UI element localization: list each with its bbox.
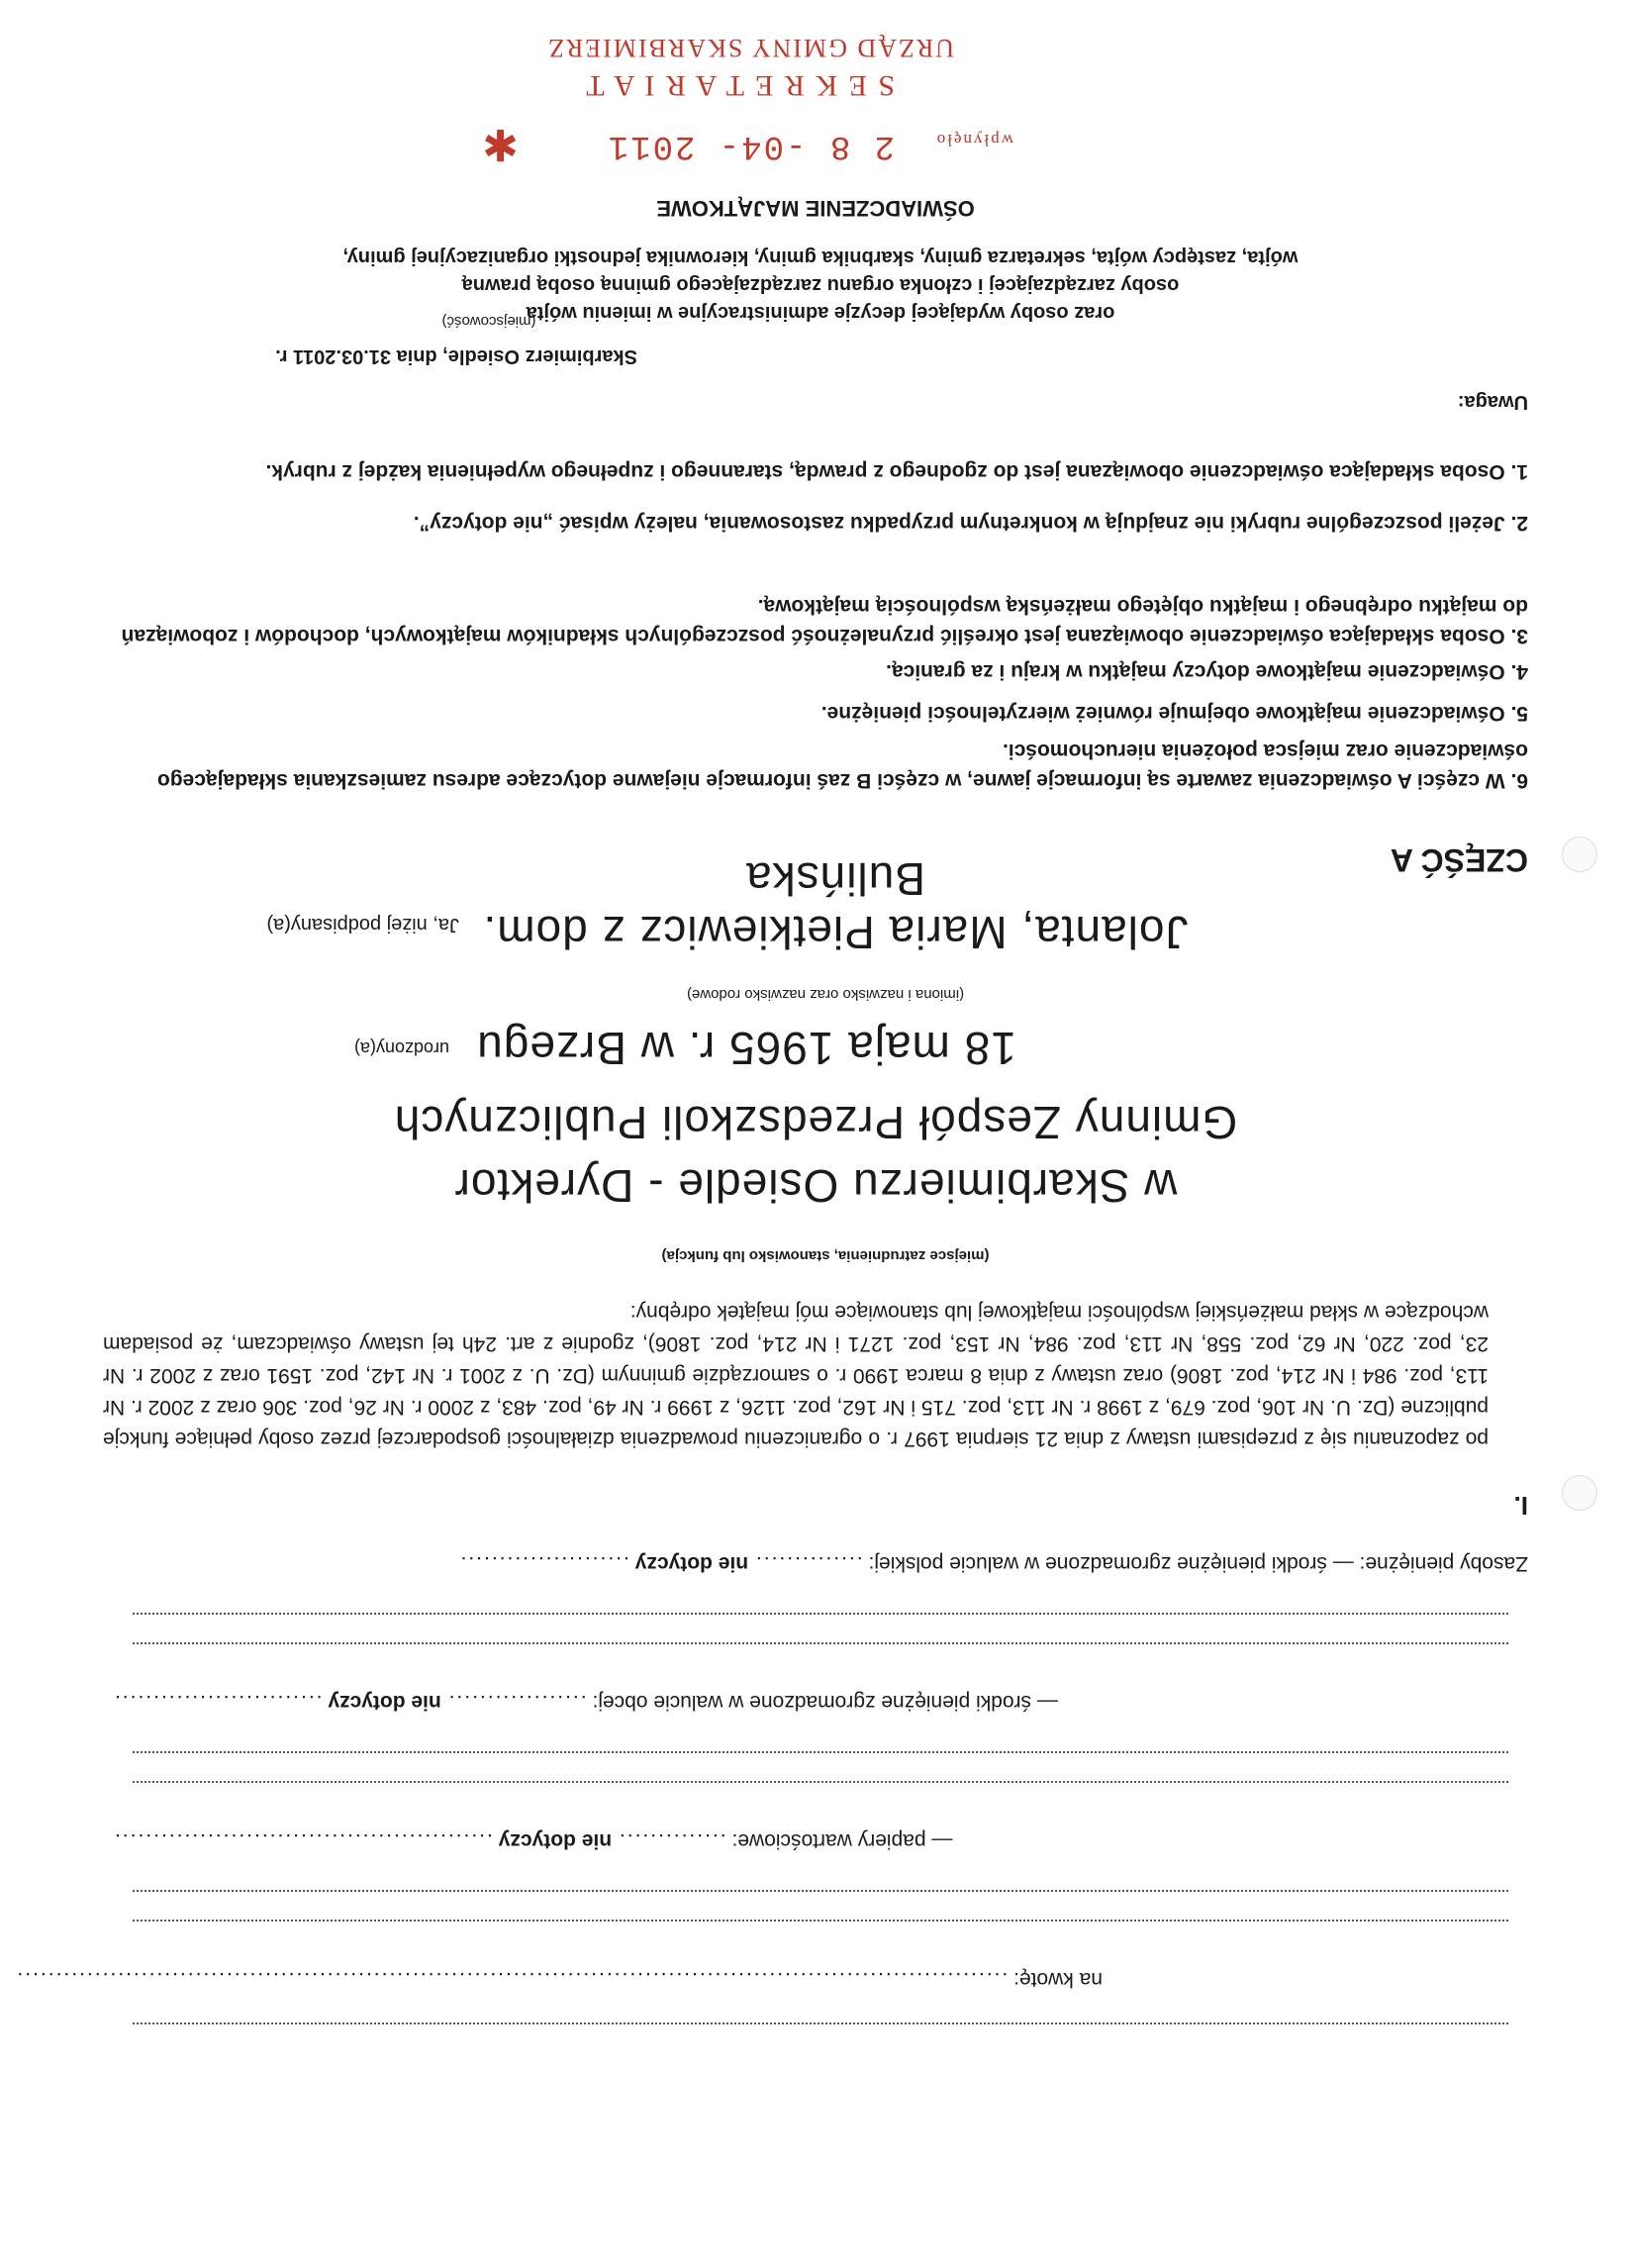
amount-row: na kwotę: ................................................................................................................................ (15, 1968, 1103, 1991)
document-title: OŚWIADCZENIE MAJĄTKOWE (656, 196, 975, 221)
stamp-star-icon: ✱ (480, 120, 519, 168)
binder-hole (1562, 837, 1597, 872)
dotted-line (133, 1920, 1508, 1922)
securities-value: nie dotyczy (498, 1829, 613, 1852)
intro-label: Ja, niżej podpisany(a) (266, 914, 459, 936)
dotted-line (133, 1613, 1508, 1615)
securities-row: — papiery wartościowe: .............. nie dotyczy ................................................. (113, 1829, 953, 1852)
stamp-received-date: 2 8 -04- 2011 (606, 127, 895, 164)
legal-basis-text: po zapoznaniu się z przepisami ustawy z dnia 21 sierpnia 1997 r. o ograniczeniu prowadzenia działalności gospodarczej przez osoby pełniące funkcje publiczne (Dz. U. Nr 106, poz. 679, z 1998 r. Nr 113, poz. 715 i Nr 162, poz. 1126, z 1999 r. Nr 49, poz. 483, z 2000 r. Nr 26, poz. 306 oraz z 2002 r. Nr 113, poz. 984 i Nr 214, poz. 1806) oraz ustawy z dnia 8 marca 1990 r. o samorządzie gminnym (Dz. U. z 2001 r. Nr 142, poz. 1591 oraz z 2002 r. Nr 23, poz. 220, Nr 62, poz. 558, Nr 113, poz. 984, Nr 153, poz. 1271 i Nr 214, poz. 1806), zgodnie z art. 24h tej ustawy oświadczam, że posiadam wchodzące w skład małżeńskiej wspólności majątkowej lub stanowiące mój majątek odrębny: (103, 1301, 1489, 1450)
securities-label: — papiery wartościowe: (731, 1829, 953, 1852)
note-2: 2. Jeżeli poszczególne rubryki nie znajdują w konkretnym przypadku zastosowania, należy wpisać „nie dotyczy”. (413, 512, 1528, 535)
born-value: 18 maja 1965 r. w Brzegu (476, 1023, 1016, 1074)
stamp-received-label: wpłynęło (934, 131, 1013, 149)
note-4: 4. Oświadczenie majątkowe dotyczy majątku w kraju i za granicą. (886, 660, 1528, 683)
cash-foreign-value: nie dotyczy (328, 1691, 441, 1714)
cash-foreign-label: — środki pieniężne zgromadzone w walucie obcej: (592, 1691, 1058, 1714)
name-caption: (imiona i nazwisko oraz nazwisko rodowe) (686, 986, 965, 1003)
dotted-line (133, 1751, 1508, 1753)
dotted-line (133, 1890, 1508, 1892)
notes-heading: Uwaga: (1457, 391, 1528, 413)
cash-foreign-row: — środki pieniężne zgromadzone w walucie obcej: .................. nie dotyczy ........................... (113, 1691, 1058, 1714)
binder-hole (1562, 1475, 1597, 1511)
part-a-heading: CZĘŚĆ A (1390, 842, 1528, 878)
place-date: Skarbimierz Osiedle, dnia 31.03.2011 r. (275, 345, 637, 367)
document-subtitle-1: wójta, zastępcy wójta, sekretarza gminy, skarbnika gminy, kierownika jednostki organizacyjnej gminy, (342, 247, 1299, 268)
document-subtitle-2: osoby zarządzającej i członka organu zarządzającego gminną osobą prawną (461, 274, 1180, 296)
dotted-line (133, 1781, 1508, 1783)
section-1-numeral: I. (1513, 1491, 1528, 1521)
note-6: 6. W części A oświadczenia zawarte są informacje jawne, w części B zaś informacje niejawne dotyczące adresu zamieszkania składającego oświadczenie oraz miejsca położenia nieruchomości. (156, 740, 1528, 792)
workplace-caption: (miejsce zatrudnienia, stanowisko lub funkcja) (661, 1247, 990, 1264)
workplace-line-2: w Skarbimierzu Osiedle - Dyrektor (453, 1160, 1178, 1212)
cash-pln-value: nie dotyczy (634, 1552, 749, 1575)
workplace-line-1: Gminny Zespół Przedszkoli Publicznych (393, 1097, 1238, 1148)
amount-label: na kwotę: (1013, 1968, 1103, 1991)
dotted-line (133, 2022, 1508, 2024)
note-3: 3. Osoba składająca oświadczenie obowiązana jest określić przynależność poszczególnych składników majątkowych, dochodów i zobowiązań do majątku odrębnego i majątku objętego małżeńską wspólnością majątkową. (121, 595, 1528, 647)
declarant-name: Jolanta, Maria Pietkiewicz z dom. Bulińska (482, 853, 1189, 958)
place-date-caption: (miejscowość) (441, 313, 536, 330)
dotted-line (133, 1642, 1508, 1644)
note-1: 1. Osoba składająca oświadczenie obowiązana jest do zgodnego z prawdą, starannego i zupełnego wypełnienia każdej z rubryk. (265, 460, 1528, 483)
note-5: 5. Oświadczenie majątkowe obejmuje również wierzytelności pieniężne. (820, 702, 1528, 725)
document-subtitle-3: oraz osoby wydającej decyzje administracyjne w imieniu wójta (526, 302, 1115, 324)
cash-pln-label: Zasoby pieniężne: — środki pieniężne zgromadzone w walucie polskiej: (868, 1552, 1528, 1575)
born-label: urodzony(a) (353, 1038, 449, 1058)
stamp-office: URZĄD GMINY SKARBIMIERZ (546, 34, 954, 62)
stamp-dept: S E K R E T A R I A T (584, 69, 895, 102)
cash-pln-row: Zasoby pieniężne: — środki pieniężne zgromadzone w walucie polskiej: .............. nie dotyczy ...................... (458, 1552, 1528, 1575)
